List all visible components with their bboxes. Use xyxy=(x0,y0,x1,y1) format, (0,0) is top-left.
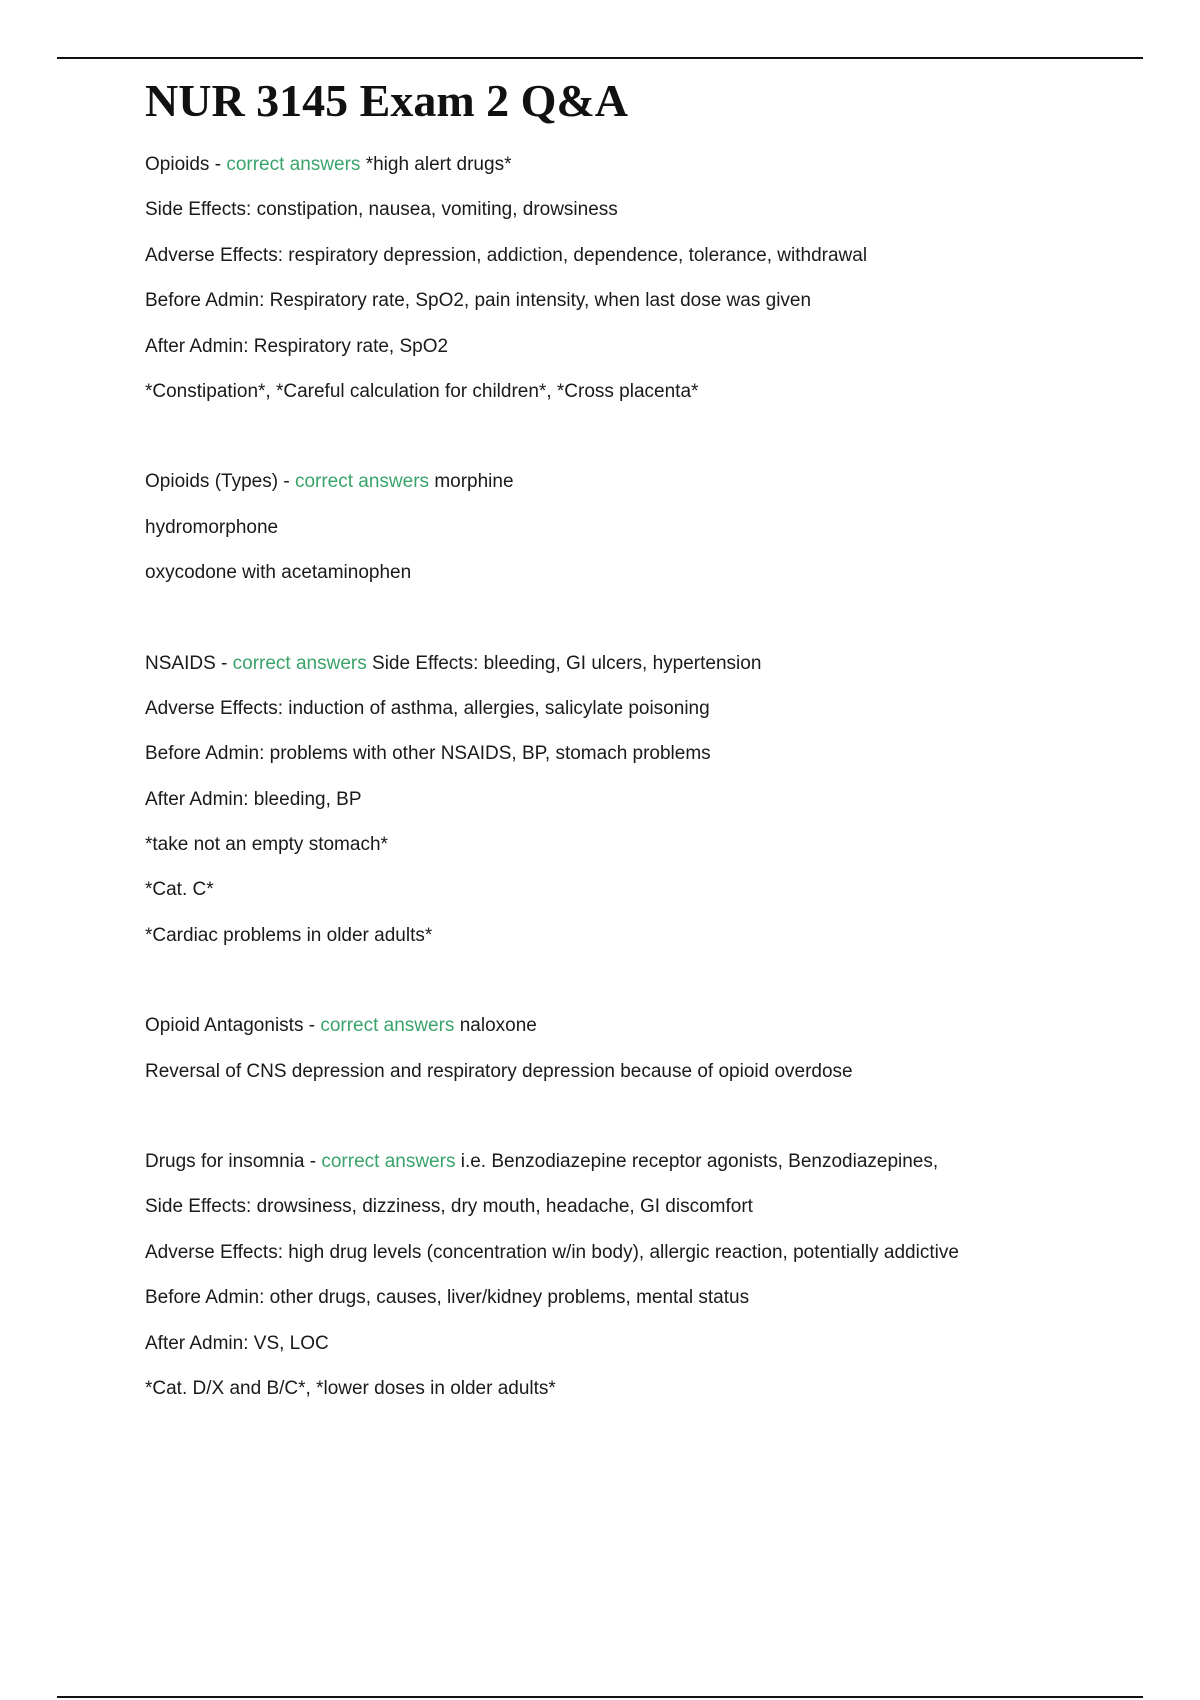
question-line xyxy=(145,142,1105,187)
question-line xyxy=(145,1003,1105,1048)
answer-line: Side Effects: constipation, nausea, vomiting, drowsiness xyxy=(145,199,618,221)
answer-line: *Cat. C* xyxy=(145,879,214,901)
answer-line: After Admin: Respiratory rate, SpO2 xyxy=(145,335,449,357)
document-body xyxy=(145,72,1105,1411)
term: Opioid Antagonists - xyxy=(145,1015,316,1037)
answer-line: Adverse Effects: high drug levels (concentration w/in body), allergic reaction, potentially addictive xyxy=(145,1241,959,1263)
correct-answers-marker: correct answers xyxy=(321,1151,456,1173)
qa-section-opioid-antagonists xyxy=(145,1003,1105,1094)
correct-answers-marker: correct answers xyxy=(320,1015,455,1037)
answer-line: Adverse Effects: induction of asthma, allergies, salicylate poisoning xyxy=(145,697,710,719)
answer-text: Side Effects: bleeding, GI ulcers, hypertension xyxy=(372,652,762,674)
answer-line: Side Effects: drowsiness, dizziness, dry mouth, headache, GI discomfort xyxy=(145,1196,753,1218)
correct-answers-marker: correct answers xyxy=(294,471,430,493)
qa-section-insomnia-drugs xyxy=(145,1139,1105,1411)
question-line xyxy=(145,641,1105,686)
answer-line: After Admin: bleeding, BP xyxy=(145,788,362,810)
answer-line: Before Admin: other drugs, causes, liver/kidney problems, mental status xyxy=(145,1287,750,1309)
qa-section-opioids xyxy=(145,142,1105,414)
answer-line: After Admin: VS, LOC xyxy=(145,1332,329,1354)
qa-section-opioid-types xyxy=(145,459,1105,595)
term: NSAIDS - xyxy=(145,652,228,674)
bottom-rule xyxy=(57,1696,1143,1698)
answer-line: oxycodone with acetaminophen xyxy=(145,562,412,584)
page-title: NUR 3145 Exam 2 Q&A xyxy=(145,75,628,126)
term: Drugs for insomnia - xyxy=(145,1151,317,1173)
qa-section-nsaids xyxy=(145,641,1105,959)
answer-line: Before Admin: problems with other NSAIDS, BP, stomach problems xyxy=(145,743,711,765)
term: Opioids (Types) - xyxy=(145,471,290,493)
answer-line: hydromorphone xyxy=(145,516,279,538)
answer-line: Before Admin: Respiratory rate, SpO2, pain intensity, when last dose was given xyxy=(145,290,812,312)
answer-line: *Constipation*, *Careful calculation for children*, *Cross placenta* xyxy=(145,380,699,402)
answer-text: *high alert drugs* xyxy=(365,154,512,175)
answer-line: Reversal of CNS depression and respiratory depression because of opioid overdose xyxy=(145,1060,853,1082)
question-line xyxy=(145,459,1105,504)
correct-answers-marker: correct answers xyxy=(232,652,367,674)
term: Opioids - xyxy=(145,154,222,175)
answer-line: *take not an empty stomach* xyxy=(145,834,388,856)
answer-line: Adverse Effects: respiratory depression, addiction, dependence, tolerance, withdrawal xyxy=(145,244,868,266)
question-line xyxy=(145,1139,1105,1184)
answer-line: *Cat. D/X and B/C*, *lower doses in older adults* xyxy=(145,1377,556,1399)
top-rule xyxy=(57,57,1143,59)
answer-line: *Cardiac problems in older adults* xyxy=(145,924,433,946)
correct-answers-marker: correct answers xyxy=(226,154,361,175)
answer-text: morphine xyxy=(434,471,514,493)
answer-text: i.e. Benzodiazepine receptor agonists, Benzodiazepines, xyxy=(460,1151,939,1173)
answer-text: naloxone xyxy=(459,1015,537,1037)
